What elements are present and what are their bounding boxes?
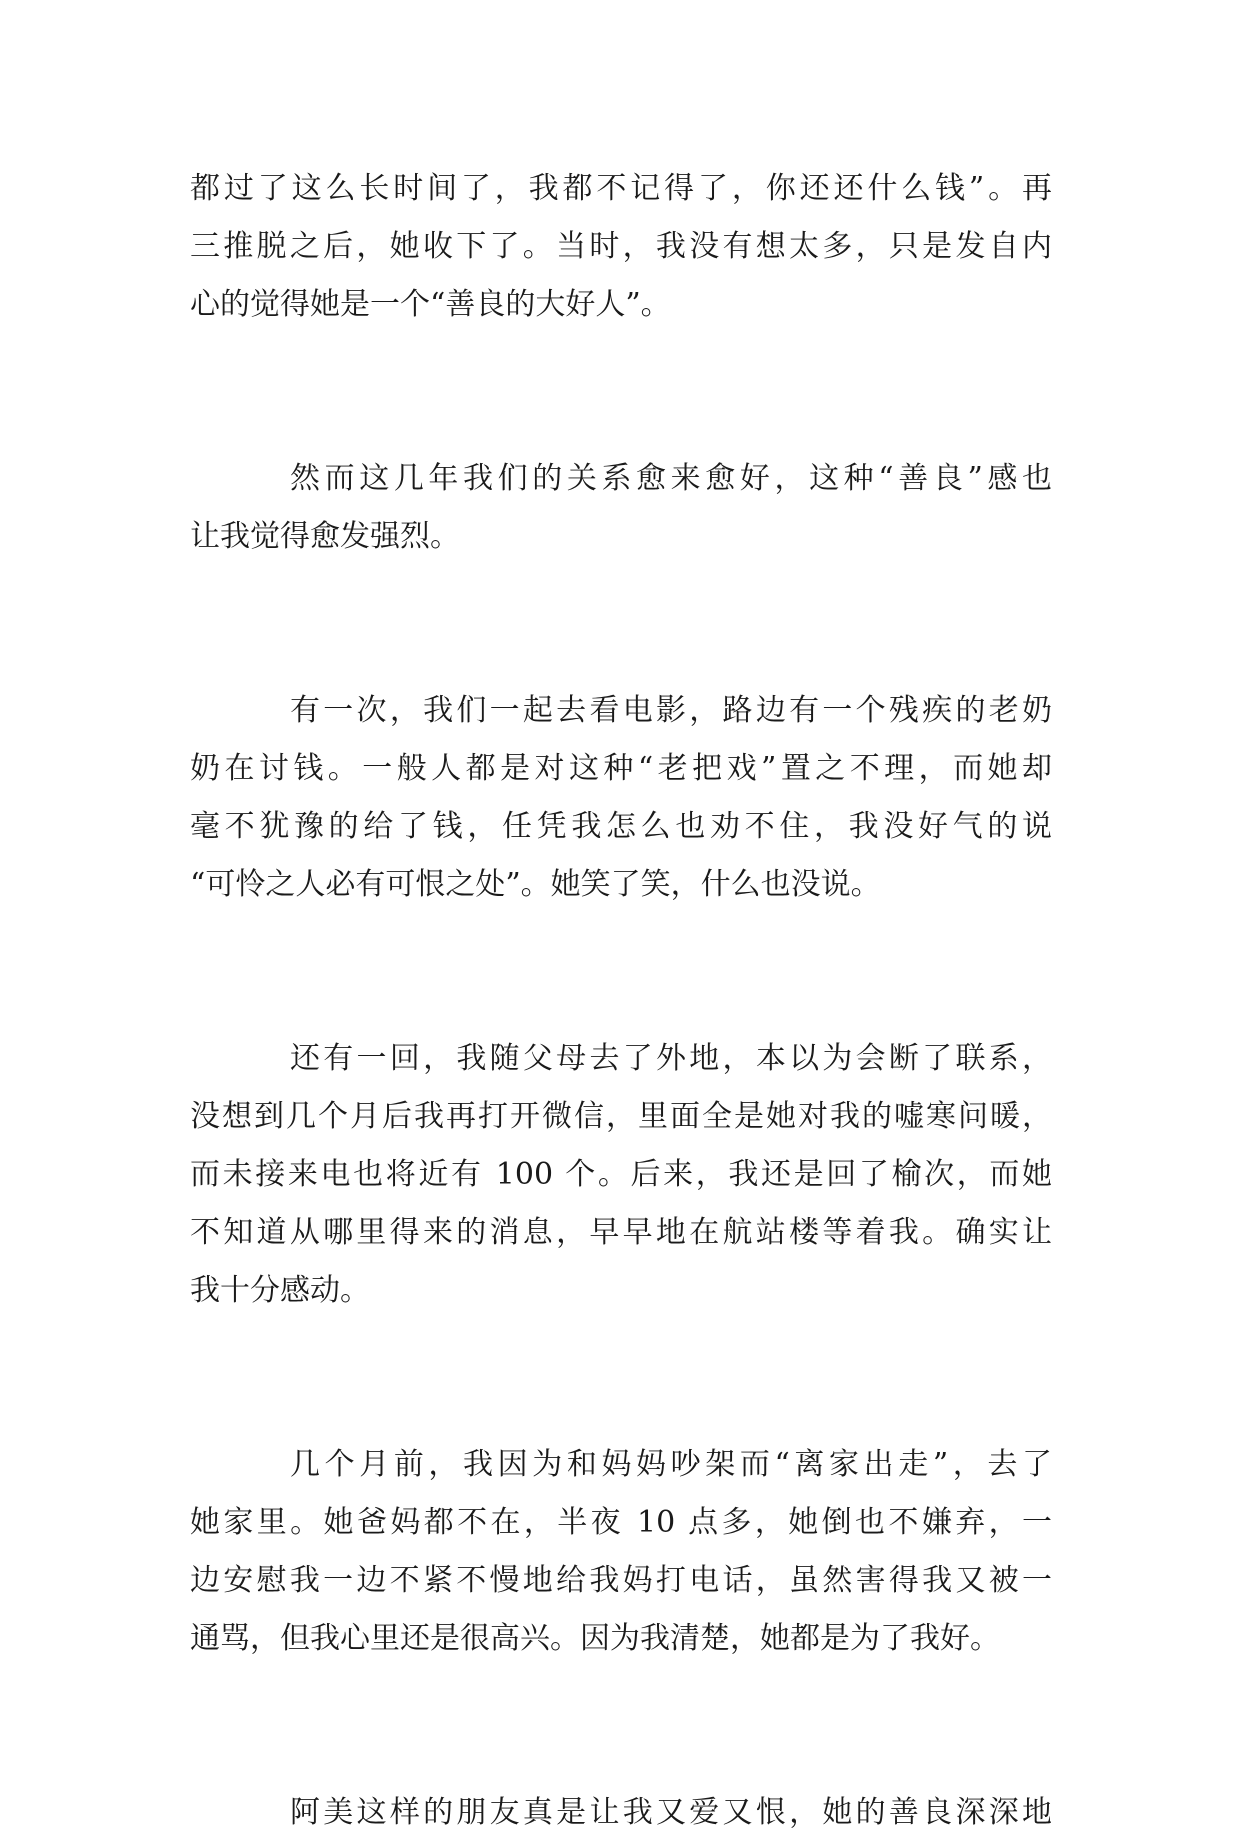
paragraph-4 xyxy=(190,1030,1052,1320)
document-body xyxy=(190,160,1052,1842)
text-line: 三推脱之后，她收下了。当时，我没有想太多，只是发自内 xyxy=(190,229,1052,264)
text-line: 她家里。她爸妈都不在，半夜 10 点多，她倒也不嫌弃，一 xyxy=(190,1505,1052,1540)
text-line: 我十分感动。 xyxy=(190,1273,370,1308)
text-line: 奶在讨钱。一般人都是对这种“老把戏”置之不理，而她却 xyxy=(190,751,1052,786)
text-line: 几个月前，我因为和妈妈吵架而“离家出走”，去了 xyxy=(290,1447,1052,1482)
text-line: 都过了这么长时间了，我都不记得了，你还还什么钱”。再 xyxy=(190,171,1052,206)
text-line: 而未接来电也将近有 100 个。后来，我还是回了榆次，而她 xyxy=(190,1157,1052,1192)
text-line: 通骂，但我心里还是很高兴。因为我清楚，她都是为了我好。 xyxy=(190,1621,1000,1656)
text-line: 毫不犹豫的给了钱，任凭我怎么也劝不住，我没好气的说 xyxy=(190,809,1052,844)
paragraph-5 xyxy=(190,1436,1052,1668)
text-line: 有一次，我们一起去看电影，路边有一个残疾的老奶 xyxy=(290,693,1052,728)
text-line: 让我觉得愈发强烈。 xyxy=(190,519,460,554)
text-line: 没想到几个月后我再打开微信，里面全是她对我的嘘寒问暖， xyxy=(190,1099,1052,1134)
paragraph-6 xyxy=(190,1784,1052,1842)
paragraph-3 xyxy=(190,682,1052,914)
paragraph-2 xyxy=(190,450,1052,566)
text-line: 然而这几年我们的关系愈来愈好，这种“善良”感也 xyxy=(290,461,1052,496)
text-line: 心的觉得她是一个“善良的大好人”。 xyxy=(190,287,671,322)
text-line: “可怜之人必有可恨之处”。她笑了笑，什么也没说。 xyxy=(190,867,881,902)
text-line: 还有一回，我随父母去了外地，本以为会断了联系， xyxy=(290,1041,1052,1076)
paragraph-1 xyxy=(190,160,1052,334)
text-line: 边安慰我一边不紧不慢地给我妈打电话，虽然害得我又被一 xyxy=(190,1563,1052,1598)
text-line: 不知道从哪里得来的消息，早早地在航站楼等着我。确实让 xyxy=(190,1215,1052,1250)
text-line: 阿美这样的朋友真是让我又爱又恨，她的善良深深地 xyxy=(290,1795,1052,1830)
